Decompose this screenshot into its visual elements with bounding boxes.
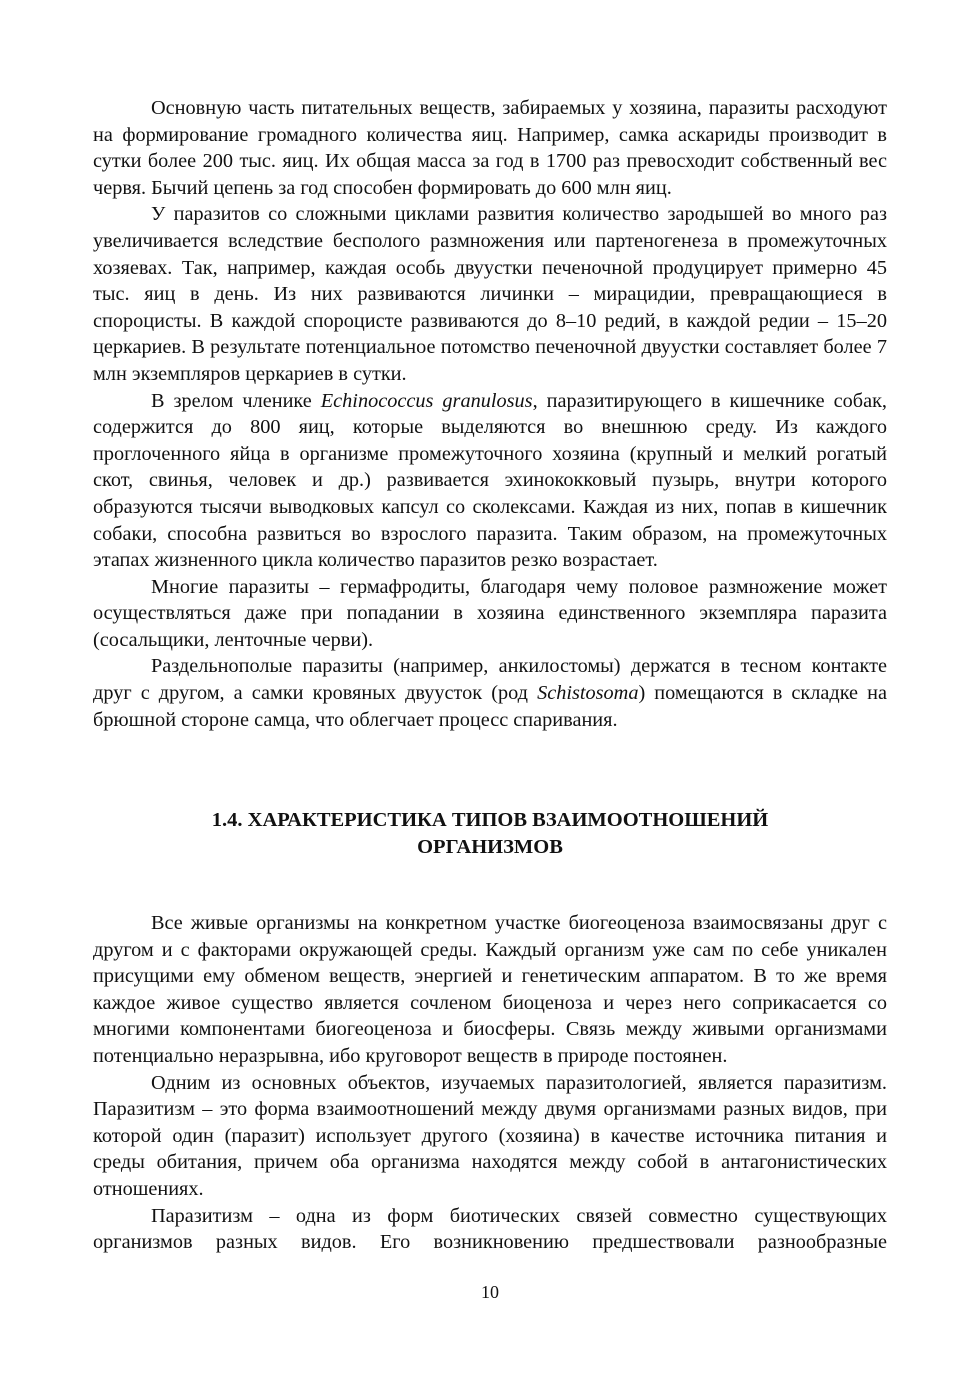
paragraph-4 (93, 574, 887, 654)
section-after (93, 910, 887, 1256)
paragraph-1-text: Основную часть питательных веществ, забираемых у хозяина, паразиты расходуют на формирование громадного количества яиц. Например, самка аскариды производит в сутки более 200 тыс. яиц. Их общая масса за год в 1700 раз превосходит собственный вес червя. Бычий цепень за год способен формировать до 600 млн яиц. (93, 97, 887, 199)
page-number: 10 (481, 1282, 499, 1302)
paragraph-3 (93, 388, 887, 574)
paragraph-6 (93, 910, 887, 1070)
paragraph-7 (93, 1070, 887, 1203)
paragraph-5 (93, 653, 887, 733)
paragraph-5-text-end: ) помещаются в складке на брюшной стороне самца, что облегчает процесс спаривания. (93, 682, 887, 731)
paragraph-8 (93, 1203, 887, 1256)
paragraph-8-text: Паразитизм – одна из форм биотических связей совместно существующих организмов разных видов. Его возникновению предшествовали разнообразные (93, 1204, 887, 1254)
section-before (93, 95, 887, 733)
species-name-echinococcus: Echinococcus granulosus (320, 389, 533, 412)
paragraph-2-text: У паразитов со сложными циклами развития количество зародышей во много раз увеличивается вследствие бесполого размножения или партеногенеза в промежуточных хозяевах. Так, например, каждая особь двуустки печеночной продуцирует примерно 45 тыс. яиц в день. Из них развиваются личинки – мирацидии, превращающиеся в спороцисты. В каждой спороцисте развиваются до 8–10 редий, в каждой редии – 15–20 церкариев. В результате потенциальное потомство печеночной двуустки составляет более 7 млн экземпляров церкариев в сутки. (93, 203, 887, 385)
section-heading (93, 807, 887, 860)
section-heading-line-2: ОРГАНИЗМОВ (417, 835, 563, 858)
paragraph-3-text-end: , паразитирующего в кишечнике собак, содержится до 800 яиц, которые выделяются во внешнюю среду. Из каждого проглоченного яйца в организме промежуточного хозяина (крупный и мелкий рогатый скот, свинья, человек и др.) развивается эхинококковый пузырь, внутри которого образуются тысячи выводковых капсул со сколексами. Каждая из них, попав в кишечник собаки, способна развиться во взрослого паразита. Таким образом, на промежуточных этапах жизненного цикла количество паразитов резко возрастает. (93, 389, 888, 572)
paragraph-3-text-start: В зрелом членике (151, 389, 321, 412)
paragraph-2 (93, 201, 887, 387)
section-heading-line-1: 1.4. ХАРАКТЕРИСТИКА ТИПОВ ВЗАИМООТНОШЕНИЙ (211, 809, 769, 831)
paragraph-1 (93, 95, 887, 201)
paragraph-7-text: Одним из основных объектов, изучаемых паразитологией, является паразитизм. Паразитизм – это форма взаимоотношений между двумя организмами разных видов, при которой один (паразит) использует другого (хозяина) в качестве источника питания и среды обитания, причем оба организма находятся между собой в антагонистических отношениях. (93, 1071, 887, 1200)
genus-name-schistosoma: Schistosoma (537, 682, 639, 705)
paragraph-5-text-start: Раздельнополые паразиты (например, анкилостомы) держатся в тесном контакте друг с другом, а самки кровяных двуусток (род (93, 655, 887, 705)
paragraph-4-text: Многие паразиты – гермафродиты, благодаря чему половое размножение может осуществляться даже при попадании в хозяина единственного экземпляра паразита (сосальщики, ленточные черви). (93, 575, 887, 651)
paragraph-6-text: Все живые организмы на конкретном участке биогеоценоза взаимосвязаны друг с другом и с факторами окружающей среды. Каждый организм уже сам по себе уникален присущими ему обменом веществ, энергией и генетическим аппаратом. В то же время каждое живое существо является сочленом биоценоза и через него соприкасается со многими компонентами биогеоценоза и биосферы. Связь между живыми организмами потенциально неразрывна, ибо круговорот веществ в природе постоянен. (93, 912, 887, 1067)
